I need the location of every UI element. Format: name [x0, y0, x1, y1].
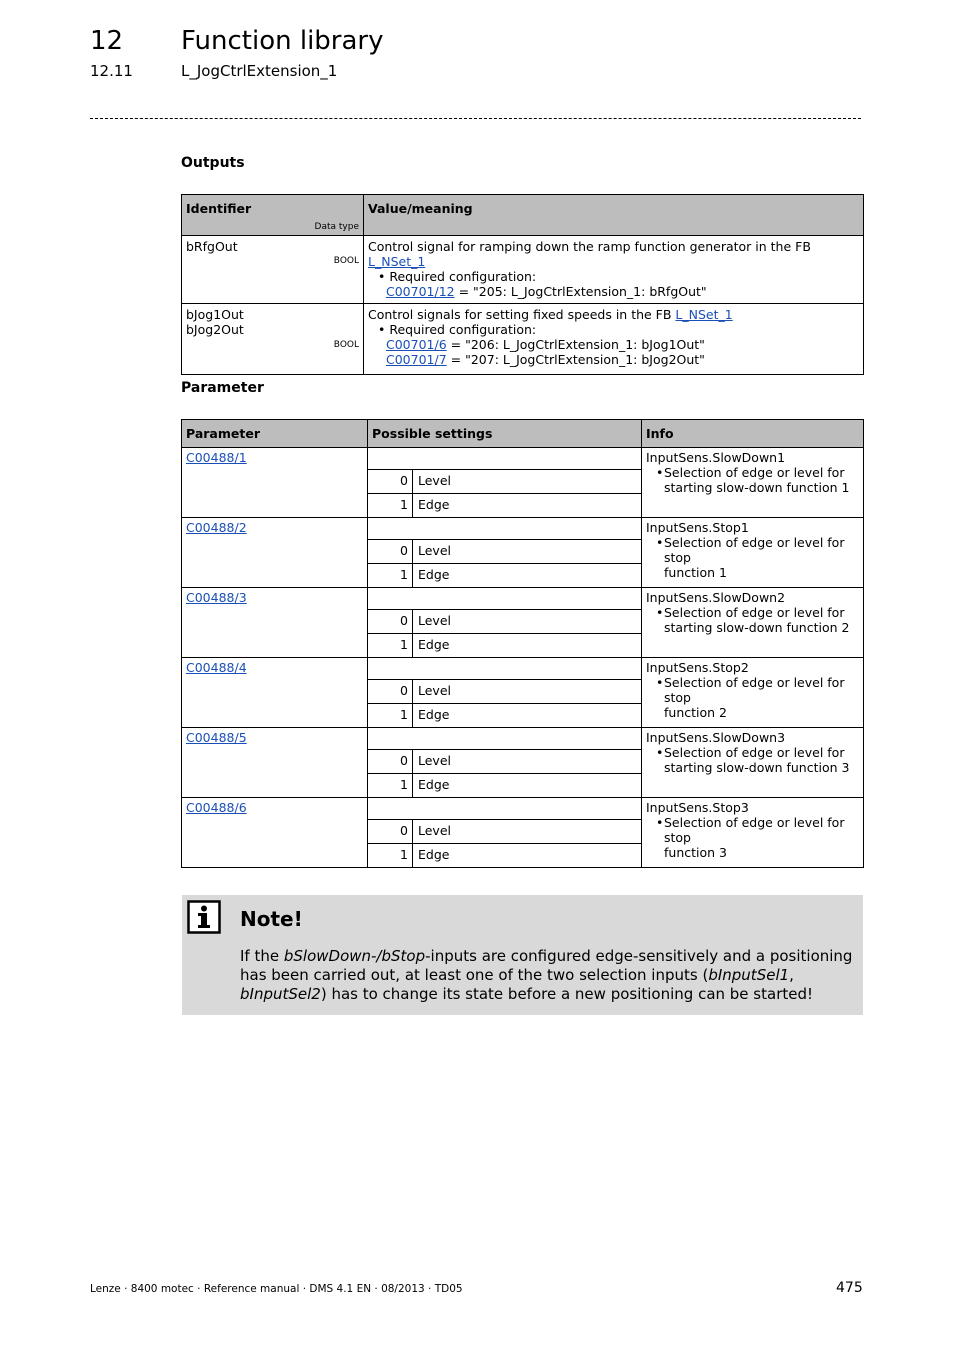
info-cell — [642, 448, 864, 518]
settings-spacer — [368, 728, 641, 750]
settings-spacer — [368, 588, 641, 610]
signal-name: bJog2Out — [186, 322, 244, 337]
settings-column-header: Possible settings — [368, 420, 642, 448]
settings-spacer — [368, 518, 641, 540]
list-item: • Selection of edge or level for starting slow-down function 3 — [646, 745, 859, 775]
note-text-segment: ) has to change its state before a new positioning can be started! — [320, 985, 814, 1003]
signal-name: bRfgOut — [186, 239, 238, 254]
setting-label: Level — [418, 543, 451, 558]
setting-value: 1 — [368, 704, 413, 727]
setting-value: 1 — [368, 774, 413, 797]
parameter-link[interactable]: C00701/7 — [386, 352, 447, 367]
info-line: Selection of edge or level for — [664, 465, 845, 480]
data-type: BOOL — [333, 340, 359, 350]
outputs-table — [181, 194, 864, 375]
setting-label: Level — [418, 753, 451, 768]
setting-option — [368, 843, 641, 867]
signal-name: bInputSel1 — [708, 966, 790, 984]
info-title: InputSens.Stop2 — [646, 660, 749, 675]
setting-value: 0 — [368, 680, 413, 703]
value-cell — [364, 304, 864, 375]
table-row — [182, 798, 864, 868]
info-title: InputSens.Stop1 — [646, 520, 749, 535]
setting-label: Edge — [418, 637, 450, 652]
setting-label: Edge — [418, 847, 450, 862]
setting-option — [368, 470, 641, 493]
info-column-header: Info — [642, 420, 864, 448]
signal-name: bInputSel2 — [240, 985, 321, 1003]
value-cell — [364, 236, 864, 304]
data-type: BOOL — [333, 256, 359, 266]
parameter-cell — [182, 798, 368, 868]
setting-value: 1 — [368, 844, 413, 867]
list-item: • Selection of edge or level for stop function 2 — [646, 675, 859, 720]
setting-label: Edge — [418, 497, 450, 512]
config-line: C00701/12 = "205: L_JogCtrlExtension_1: bRfgOut" — [386, 284, 707, 299]
signal-name: bJog1Out — [186, 307, 244, 322]
signal-name: bSlowDown-/bStop — [283, 947, 426, 965]
settings-spacer — [368, 658, 641, 680]
info-line: Selection of edge or level for — [664, 605, 845, 620]
description: Control signal for ramping down the ramp function generator in the FB L_NSet_1 — [368, 239, 811, 269]
settings-spacer — [368, 448, 641, 470]
settings-cell — [368, 588, 642, 658]
parameter-link[interactable]: C00701/6 — [386, 337, 447, 352]
parameter-link[interactable]: C00488/4 — [186, 660, 247, 675]
parameter-table — [181, 419, 864, 868]
table-row — [182, 658, 864, 728]
outputs-header-value — [364, 195, 864, 236]
fb-link[interactable]: L_NSet_1 — [675, 307, 733, 322]
setting-option — [368, 703, 641, 727]
note-text-segment: , — [789, 966, 794, 984]
table-row — [182, 728, 864, 798]
setting-option — [368, 493, 641, 517]
settings-cell — [368, 448, 642, 518]
parameter-cell — [182, 588, 368, 658]
chapter-title: Function library — [181, 26, 384, 56]
table-row — [182, 304, 864, 375]
description: Control signals for setting fixed speeds in the FB L_NSet_1 — [368, 307, 733, 322]
info-line: starting slow-down function 3 — [664, 760, 850, 775]
data-type-column-label: Data type — [314, 222, 359, 232]
header-divider — [90, 118, 861, 119]
info-line: Selection of edge or level for stop — [664, 535, 845, 565]
setting-option — [368, 750, 641, 773]
settings-cell — [368, 728, 642, 798]
settings-spacer — [368, 798, 641, 820]
list-item: • Selection of edge or level for stop function 1 — [646, 535, 859, 580]
info-cell — [642, 798, 864, 868]
setting-label: Edge — [418, 777, 450, 792]
info-title: InputSens.Stop3 — [646, 800, 749, 815]
parameter-link[interactable]: C00488/2 — [186, 520, 247, 535]
value-column-label: Value/meaning — [368, 201, 473, 216]
info-line: starting slow-down function 2 — [664, 620, 850, 635]
footer-text: Lenze · 8400 motec · Reference manual · DMS 4.1 EN · 08/2013 · TD05 — [90, 1283, 463, 1295]
fb-link[interactable]: L_NSet_1 — [368, 254, 426, 269]
note-box — [182, 895, 863, 1015]
table-row — [182, 518, 864, 588]
info-line: Selection of edge or level for — [664, 745, 845, 760]
parameter-link[interactable]: C00488/1 — [186, 450, 247, 465]
settings-cell — [368, 658, 642, 728]
outputs-heading: Outputs — [181, 155, 245, 171]
parameter-cell — [182, 658, 368, 728]
parameter-table-body — [182, 448, 864, 868]
setting-value: 1 — [368, 494, 413, 517]
info-cell — [642, 588, 864, 658]
setting-label: Edge — [418, 567, 450, 582]
setting-value: 0 — [368, 750, 413, 773]
config-line: C00701/7 = "207: L_JogCtrlExtension_1: bJog2Out" — [386, 352, 705, 367]
setting-option — [368, 820, 641, 843]
list-item: • Selection of edge or level for starting slow-down function 1 — [646, 465, 859, 495]
table-row — [182, 236, 864, 304]
info-line: Selection of edge or level for stop — [664, 815, 845, 845]
page-number: 475 — [836, 1280, 863, 1296]
setting-label: Level — [418, 613, 451, 628]
identifier-cell — [182, 236, 364, 304]
parameter-cell — [182, 448, 368, 518]
info-cell — [642, 658, 864, 728]
setting-label: Level — [418, 473, 451, 488]
setting-label: Level — [418, 683, 451, 698]
info-line: function 3 — [664, 845, 727, 860]
section-number: 12.11 — [90, 62, 133, 80]
note-text — [240, 947, 855, 1004]
setting-value: 0 — [368, 540, 413, 563]
info-title: InputSens.SlowDown3 — [646, 730, 786, 745]
note-text-segment: If the — [240, 947, 284, 965]
setting-value: 0 — [368, 610, 413, 633]
info-line: Selection of edge or level for stop — [664, 675, 845, 705]
setting-label: Level — [418, 823, 451, 838]
list-item: • Selection of edge or level for starting slow-down function 2 — [646, 605, 859, 635]
info-icon — [187, 900, 221, 934]
config-line: C00701/6 = "206: L_JogCtrlExtension_1: bJog1Out" — [386, 337, 705, 352]
setting-option — [368, 773, 641, 797]
parameter-cell — [182, 518, 368, 588]
identifier-cell — [182, 304, 364, 375]
note-text-segment: -inputs are configured edge-sensitively and a positioning has been carried out, at least one of the two selection inputs ( — [240, 947, 853, 984]
setting-value: 0 — [368, 470, 413, 493]
parameter-link[interactable]: C00488/6 — [186, 800, 247, 815]
info-cell — [642, 728, 864, 798]
outputs-header-identifier — [182, 195, 364, 236]
parameter-heading: Parameter — [181, 380, 264, 396]
settings-cell — [368, 518, 642, 588]
setting-option — [368, 563, 641, 587]
info-line: function 2 — [664, 705, 727, 720]
setting-option — [368, 680, 641, 703]
setting-label: Edge — [418, 707, 450, 722]
parameter-column-header: Parameter — [182, 420, 368, 448]
parameter-link[interactable]: C00488/3 — [186, 590, 247, 605]
list-item: • Required configuration: — [378, 322, 537, 337]
setting-option — [368, 610, 641, 633]
identifier-column-label: Identifier — [186, 201, 252, 216]
info-line: function 1 — [664, 565, 727, 580]
setting-option — [368, 633, 641, 657]
parameter-link[interactable]: C00701/12 — [386, 284, 455, 299]
section-title: L_JogCtrlExtension_1 — [181, 62, 338, 80]
info-line: starting slow-down function 1 — [664, 480, 850, 495]
setting-value: 1 — [368, 564, 413, 587]
setting-value: 0 — [368, 820, 413, 843]
chapter-number: 12 — [90, 26, 124, 56]
setting-option — [368, 540, 641, 563]
info-title: InputSens.SlowDown1 — [646, 450, 786, 465]
setting-value: 1 — [368, 634, 413, 657]
settings-cell — [368, 798, 642, 868]
parameter-link[interactable]: C00488/5 — [186, 730, 247, 745]
table-row — [182, 588, 864, 658]
list-item: • Required configuration: — [378, 269, 537, 284]
info-cell — [642, 518, 864, 588]
info-title: InputSens.SlowDown2 — [646, 590, 786, 605]
parameter-cell — [182, 728, 368, 798]
note-title: Note! — [240, 907, 303, 931]
list-item: • Selection of edge or level for stop function 3 — [646, 815, 859, 860]
table-row — [182, 448, 864, 518]
